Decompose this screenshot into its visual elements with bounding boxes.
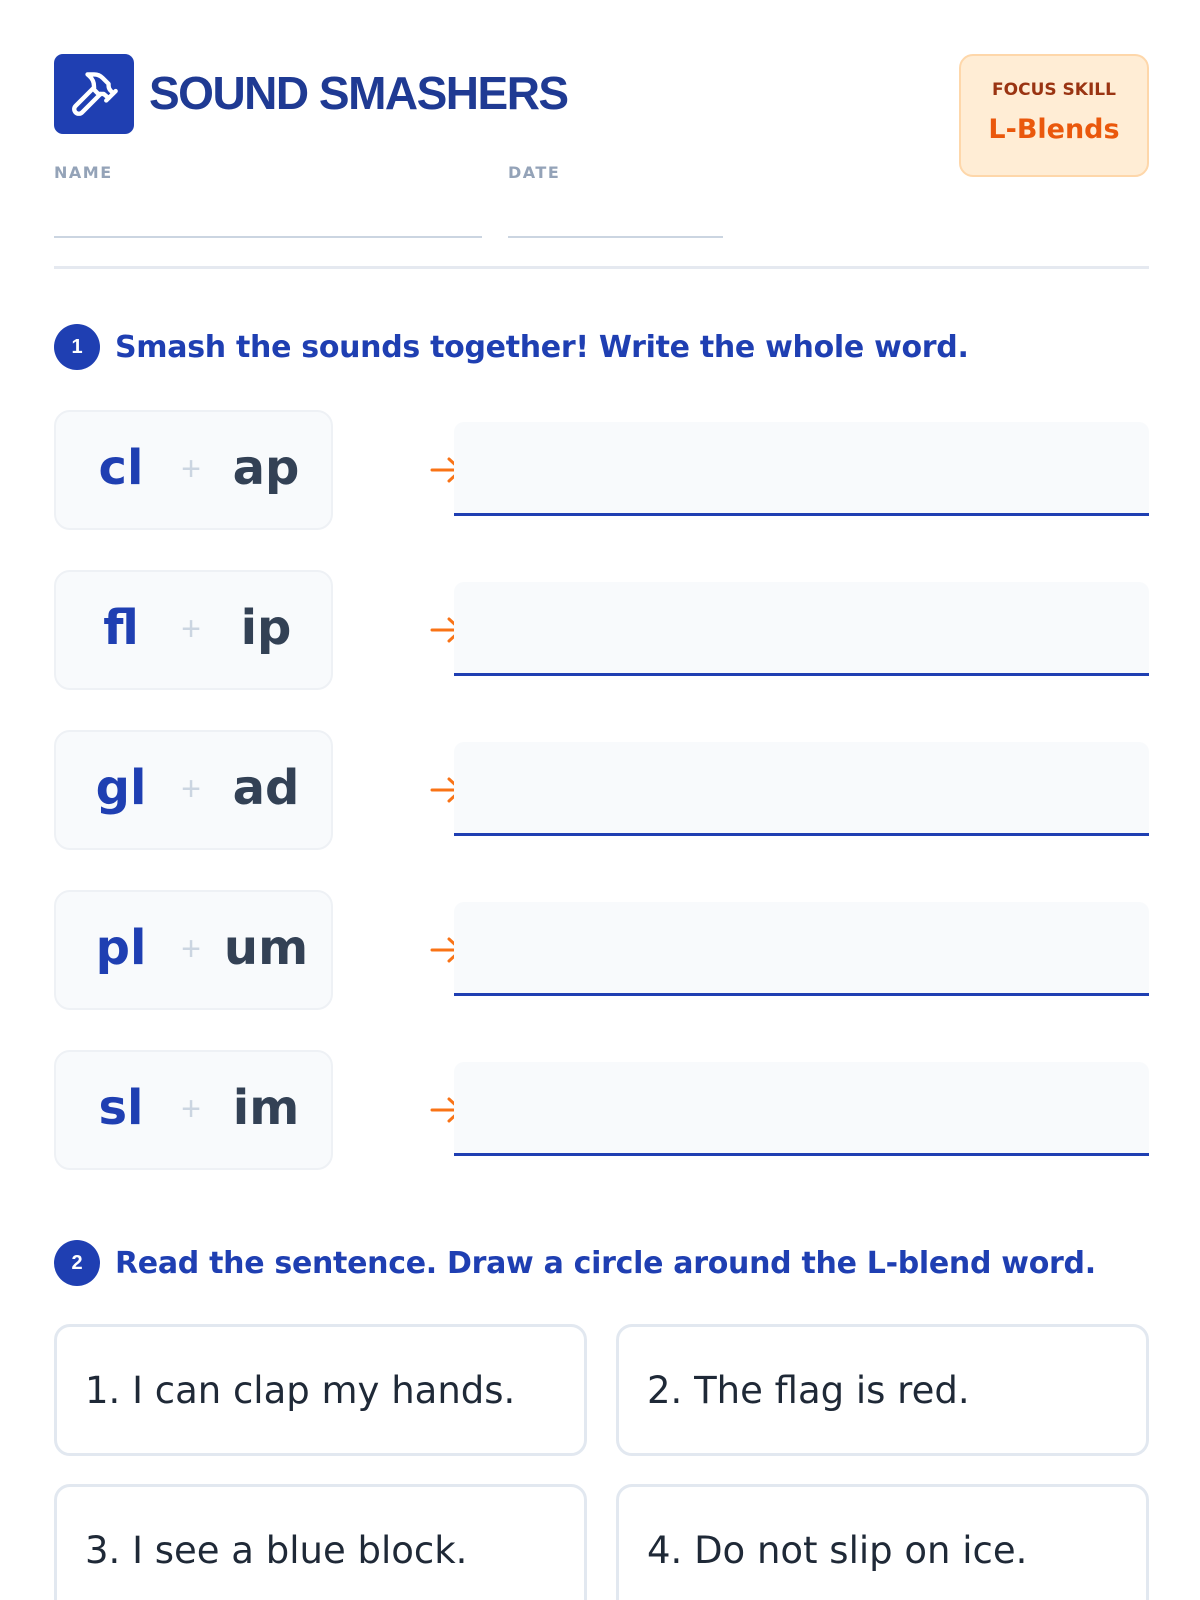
answer-input[interactable]: [454, 422, 1149, 516]
focus-skill-value: L-Blends: [988, 114, 1120, 145]
blend-card: [54, 730, 333, 850]
focus-skill-label: FOCUS SKILL: [992, 80, 1116, 100]
blend-row: [54, 570, 1149, 690]
sentence-text: 1. I can clap my hands.: [85, 1368, 516, 1412]
blend-rime: im: [232, 1080, 300, 1136]
page-title: SOUND SMASHERS: [149, 67, 568, 119]
sentence-card-1[interactable]: [54, 1324, 587, 1456]
answer-input[interactable]: [454, 582, 1149, 676]
header-divider: [54, 266, 1149, 269]
plus-icon: +: [181, 450, 201, 488]
blend-card: [54, 890, 333, 1010]
plus-icon: +: [181, 770, 201, 808]
date-label: DATE: [508, 163, 561, 182]
sentence-text: 2. The flag is red.: [647, 1368, 970, 1412]
logo: [54, 54, 134, 134]
hammer-icon: [68, 68, 120, 120]
focus-skill-badge: [959, 54, 1149, 177]
blend-card: [54, 1050, 333, 1170]
blend-row: [54, 890, 1149, 1010]
blend-rime: ap: [232, 440, 300, 496]
blend-onset: pl: [95, 920, 147, 976]
blend-row: [54, 410, 1149, 530]
name-label: NAME: [54, 163, 113, 182]
section-1-number: 1: [54, 324, 100, 370]
plus-icon: +: [181, 930, 201, 968]
blend-onset: fl: [103, 600, 139, 656]
plus-icon: +: [181, 610, 201, 648]
plus-icon: +: [181, 1090, 201, 1128]
answer-input[interactable]: [454, 1062, 1149, 1156]
blend-rime: ad: [232, 760, 300, 816]
blend-card: [54, 410, 333, 530]
sentence-text: 3. I see a blue block.: [85, 1528, 468, 1572]
blend-onset: cl: [98, 440, 144, 496]
section-1-instruction: Smash the sounds together! Write the whole word.: [115, 329, 969, 365]
blend-rime: um: [223, 920, 309, 976]
blend-onset: gl: [95, 760, 147, 816]
date-field[interactable]: [508, 236, 723, 238]
blend-row: [54, 730, 1149, 850]
section-2-heading: [54, 1240, 1096, 1286]
name-field[interactable]: [54, 236, 482, 238]
blend-row: [54, 1050, 1149, 1170]
sentence-card-2[interactable]: [616, 1324, 1149, 1456]
sentence-card-3[interactable]: [54, 1484, 587, 1600]
blend-onset: sl: [98, 1080, 144, 1136]
section-2-instruction: Read the sentence. Draw a circle around the L-blend word.: [115, 1245, 1096, 1281]
sentence-text: 4. Do not slip on ice.: [647, 1528, 1028, 1572]
answer-input[interactable]: [454, 742, 1149, 836]
section-2-number: 2: [54, 1240, 100, 1286]
blend-card: [54, 570, 333, 690]
answer-input[interactable]: [454, 902, 1149, 996]
blend-rime: ip: [240, 600, 292, 656]
section-1-heading: [54, 324, 969, 370]
sentence-card-4[interactable]: [616, 1484, 1149, 1600]
